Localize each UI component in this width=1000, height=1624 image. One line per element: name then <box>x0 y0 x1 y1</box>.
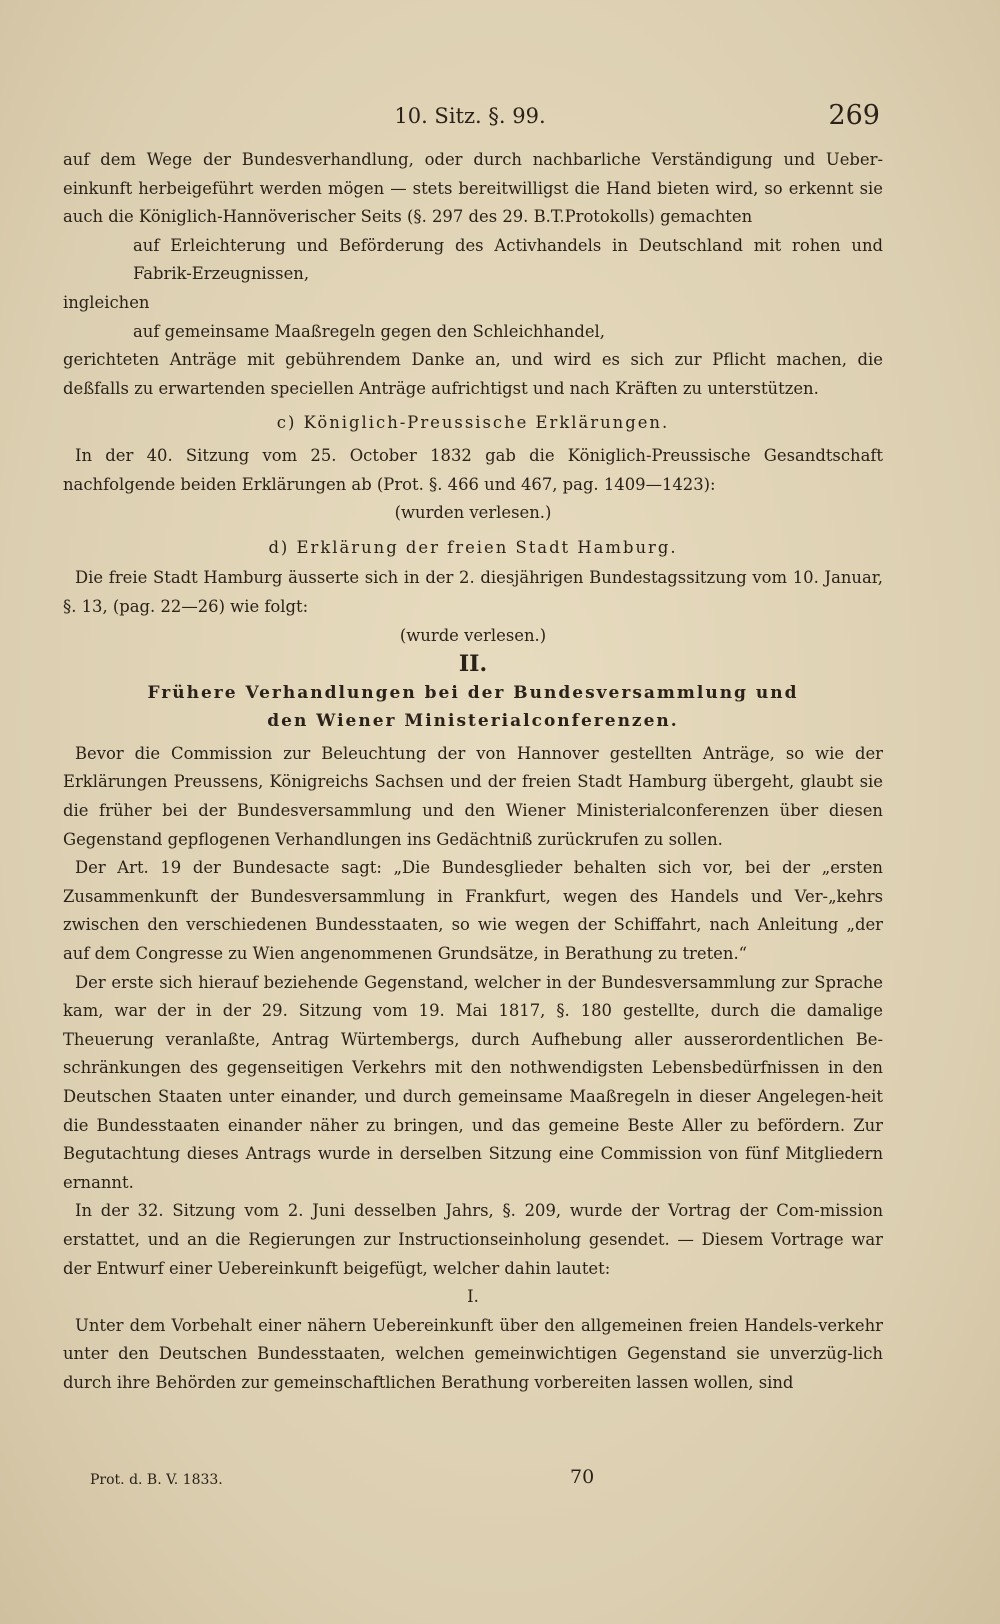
paragraph: Der Art. 19 der Bundesacte sagt: „Die Bundesglieder behalten sich vor, bei der „ersten Zusammenkunft der Bundesversammlung in Frankfurt, wegen des Handels und Ver-„kehrs zwischen den verschiedenen Bundesstaaten, so wie wegen der Schiffahrt, nach Anleitung „der auf dem Congresse zu Wien angenommenen Grundsätze, in Berathung zu treten.“ <box>63 858 883 964</box>
page-number: 269 <box>828 100 880 131</box>
text-body <box>63 146 883 1398</box>
note-read: (wurden verlesen.) <box>394 503 552 523</box>
section-heading-c: c) Königlich-Preussische Erklärungen. <box>276 413 670 433</box>
signature-mark: Prot. d. B. V. 1833. <box>90 1472 223 1488</box>
section-title-line-1: Frühere Verhandlungen bei der Bundesversammlung und <box>147 682 799 703</box>
section-roman-numeral: II. <box>458 651 488 678</box>
paragraph: auf Erleichterung und Beförderung des Activhandels in Deutschland mit rohen und Fabrik-Erzeugnissen, <box>133 235 883 284</box>
paragraph: Der erste sich hierauf beziehende Gegenstand, welcher in der Bundesversammlung zur Sprache kam, war der in der 29. Sitzung vom 19. Mai 1817, §. 180 gestellte, durch die damalige Theuerung veranlaßte, Antrag Würtembergs, durch Aufhebung aller ausserordentlichen Be-schränkungen des gegenseitigen Verkehrs mit den nothwendigsten Lebensbedürfnissen in den Deutschen Staaten unter einander, und durch gemeinsame Maaßregeln in dieser Angelegen-heit die Bundesstaaten einander näher zu bringen, und das gemeine Beste Aller zu befördern. Zur Begutachtung dieses Antrags wurde in derselben Sitzung eine Commission von fünf Mitgliedern ernannt. <box>63 972 883 1192</box>
sheet-number: 70 <box>570 1466 595 1488</box>
section-heading-d: d) Erklärung der freien Stadt Hamburg. <box>268 537 678 557</box>
paragraph: gerichteten Anträge mit gebührendem Danke an, und wird es sich zur Pflicht machen, die deßfalls zu erwartenden speciellen Anträge aufrichtigst und nach Kräften zu unterstützen. <box>63 350 883 398</box>
paragraph: auf gemeinsame Maaßregeln gegen den Schleichhandel, <box>133 321 606 341</box>
paragraph: Die freie Stadt Hamburg äusserte sich in der 2. diesjährigen Bundestagssitzung vom 10. Januar, §. 13, (pag. 22—26) wie folgt: <box>63 568 883 616</box>
paragraph: ingleichen <box>63 292 150 312</box>
page-footer <box>90 1466 850 1496</box>
page-header <box>60 96 880 136</box>
subsection-numeral: I. <box>467 1287 479 1307</box>
paragraph: Unter dem Vorbehalt einer nähern Uebereinkunft über den allgemeinen freien Handels-verkehr unter den Deutschen Bundesstaaten, welchen gemeinwichtigen Gegenstand sie unverzüg-lich durch ihre Behörden zur gemeinschaftlichen Berathung vorbereiten lassen wollen, sind <box>63 1315 883 1392</box>
running-title: 10. Sitz. §. 99. <box>394 104 546 128</box>
note-read: (wurde verlesen.) <box>399 625 547 645</box>
section-title-line-2: den Wiener Ministerialconferenzen. <box>267 711 679 732</box>
paragraph: In der 32. Sitzung vom 2. Juni desselben Jahrs, §. 209, wurde der Vortrag der Com-mission erstattet, und an die Regierungen zur Instructionseinholung gesendet. — Diesem Vortrage war der Entwurf einer Uebereinkunft beigefügt, welcher dahin lautet: <box>63 1201 883 1278</box>
paragraph: Bevor die Commission zur Beleuchtung der von Hannover gestellten Anträge, so wie der Erklärungen Preussens, Königreichs Sachsen und der freien Stadt Hamburg übergeht, glaubt sie die früher bei der Bundesversammlung und den Wiener Ministerialconferenzen über diesen Gegenstand gepflogenen Verhandlungen ins Gedächtniß zurückrufen zu sollen. <box>63 743 883 849</box>
paragraph: In der 40. Sitzung vom 25. October 1832 gab die Königlich-Preussische Gesandtschaft nachfolgende beiden Erklärungen ab (Prot. §. 466 und 467, pag. 1409—1423): <box>63 445 883 494</box>
paragraph: auf dem Wege der Bundesverhandlung, oder durch nachbarliche Verständigung und Ueber-einkunft herbeigeführt werden mögen — stets bereitwilligst die Hand bieten wird, so erkennt sie auch die Königlich-Hannöverischer Seits (§. 297 des 29. B.T.Protokolls) gemachten <box>63 150 883 227</box>
